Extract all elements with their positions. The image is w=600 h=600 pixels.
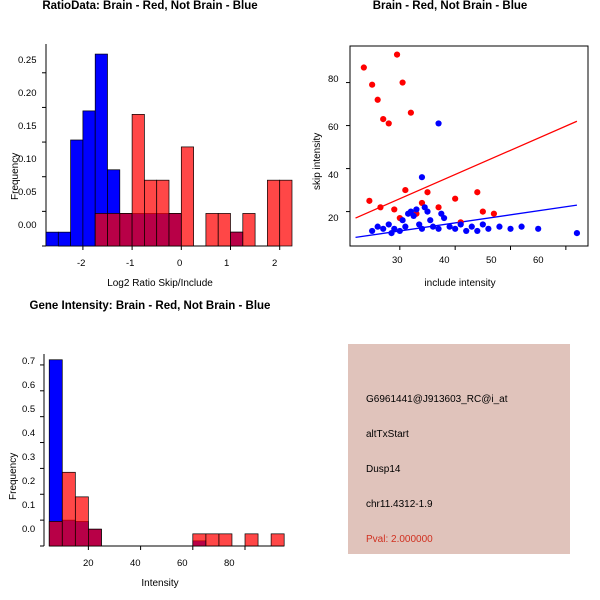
panel2-ytick-1: 40 — [328, 170, 339, 181]
panel2-data-point — [469, 224, 475, 230]
panel2-data-point — [375, 224, 381, 230]
panel2-data-point — [491, 211, 497, 217]
panel2-xtick-3: 60 — [533, 255, 544, 266]
probe-id-text: G6961441@J913603_RC@i_at — [366, 394, 508, 405]
panel3-bar — [88, 529, 101, 546]
panel2-data-point — [402, 187, 408, 193]
panel2-data-point — [402, 224, 408, 230]
panel-gene-intensity-histogram — [0, 300, 300, 600]
panel1-bar — [280, 180, 292, 246]
panel-probe-info — [300, 300, 600, 600]
panel3-ytick-1: 0.1 — [22, 500, 36, 511]
panel2-ytick-2: 60 — [328, 122, 339, 133]
panel1-xtick-0: -2 — [77, 258, 86, 269]
panel1-ylabel: Frequency — [10, 152, 21, 200]
panel2-data-point — [391, 226, 397, 232]
panel1-ytick-4: 0.20 — [18, 88, 37, 99]
panel2-ylabel: skip intensity — [312, 132, 323, 190]
panel1-xtick-1: -1 — [126, 258, 135, 269]
panel2-data-point — [411, 213, 417, 219]
panel1-ytick-3: 0.15 — [18, 121, 37, 132]
panel1-xlabel: Log2 Ratio Skip/Include — [107, 278, 213, 289]
panel3-ytick-5: 0.5 — [22, 404, 36, 415]
panel2-data-point — [375, 97, 381, 103]
panel2-data-point — [377, 204, 383, 210]
panel3-xtick-1: 40 — [130, 558, 141, 569]
panel2-data-point — [458, 221, 464, 227]
panel2-xtick-0: 30 — [392, 255, 403, 266]
panel2-data-point — [452, 196, 458, 202]
panel3-bar — [219, 534, 232, 546]
panel1-bar — [169, 213, 181, 246]
panel1-title: RatioData: Brain - Red, Not Brain - Blue — [42, 0, 258, 12]
probe-info-box — [348, 344, 570, 554]
panel2-plot — [300, 0, 600, 300]
panel2-data-point — [507, 226, 513, 232]
panel2-ytick-0: 20 — [328, 213, 339, 224]
panel2-data-point — [380, 116, 386, 122]
panel2-plot-frame — [350, 46, 588, 246]
panel2-data-point — [419, 174, 425, 180]
panel1-xtick-4: 2 — [272, 258, 278, 269]
panel3-xtick-3: 80 — [224, 558, 235, 569]
panel3-ytick-3: 0.3 — [22, 452, 36, 463]
panel1-bar — [243, 213, 255, 246]
panel2-data-point — [408, 110, 414, 116]
panel1-bar — [120, 213, 132, 246]
panel3-xtick-2: 60 — [177, 558, 188, 569]
panel3-bar — [193, 534, 206, 546]
panel2-data-point — [474, 189, 480, 195]
panel2-data-point — [386, 120, 392, 126]
panel2-data-point — [424, 189, 430, 195]
panel1-xtick-3: 1 — [224, 258, 230, 269]
panel2-data-point — [419, 226, 425, 232]
panel1-ytick-2: 0.10 — [18, 154, 37, 165]
panel1-bar — [218, 213, 230, 246]
panel1-bar — [144, 180, 156, 246]
panel2-data-point — [574, 230, 580, 236]
panel2-data-point — [452, 226, 458, 232]
panel3-bar — [49, 521, 62, 546]
panel2-data-point — [369, 228, 375, 234]
panel2-ytick-3: 80 — [328, 74, 339, 85]
panel3-bar — [49, 360, 62, 546]
panel2-data-point — [424, 208, 430, 214]
panel1-bar — [267, 180, 279, 246]
panel1-bar — [95, 213, 107, 246]
panel2-data-point — [480, 221, 486, 227]
panel3-ylabel: Frequency — [8, 452, 19, 500]
panel2-data-point — [391, 206, 397, 212]
event-type-text: altTxStart — [366, 429, 409, 440]
panel2-data-point — [535, 226, 541, 232]
panel2-data-point — [441, 215, 447, 221]
panel2-xtick-1: 40 — [439, 255, 450, 266]
panel3-title: Gene Intensity: Brain - Red, Not Brain - Blue — [29, 300, 271, 312]
panel2-data-point — [386, 221, 392, 227]
panel2-data-point — [397, 228, 403, 234]
panel2-xtick-2: 50 — [486, 255, 497, 266]
panel1-bar — [58, 232, 70, 246]
panel2-data-point — [474, 228, 480, 234]
panel3-plot — [0, 300, 300, 600]
panel2-data-point — [447, 224, 453, 230]
panel3-ytick-4: 0.4 — [22, 428, 36, 439]
panel2-data-point — [380, 226, 386, 232]
panel-intensity-scatter — [300, 0, 600, 300]
panel2-xlabel: include intensity — [424, 278, 496, 289]
panel3-bar — [271, 534, 284, 546]
panel1-bar — [181, 147, 193, 246]
panel1-bar — [46, 232, 58, 246]
panel2-data-point — [366, 198, 372, 204]
panel1-bar — [231, 232, 243, 246]
panel3-ytick-7: 0.7 — [22, 356, 36, 367]
panel2-data-point — [413, 206, 419, 212]
panel1-bar — [206, 213, 218, 246]
panel2-data-point — [361, 64, 367, 70]
panel1-xtick-2: 0 — [177, 258, 183, 269]
panel1-ytick-1: 0.05 — [18, 187, 37, 198]
panel3-bar — [62, 472, 75, 546]
panel2-data-point — [399, 217, 405, 223]
panel2-fit-line — [356, 121, 577, 218]
panel2-data-point — [430, 224, 436, 230]
panel3-bar — [245, 534, 258, 546]
panel1-bar — [83, 111, 95, 246]
panel1-ytick-0: 0.00 — [18, 220, 37, 231]
panel1-bar — [108, 213, 120, 246]
panel1-ytick-5: 0.25 — [18, 55, 37, 66]
panel1-bar — [157, 180, 169, 246]
panel1-plot — [0, 0, 300, 300]
panel2-data-point — [399, 79, 405, 85]
panel2-data-point — [435, 226, 441, 232]
panel1-bar — [132, 114, 144, 246]
locus-text: chr11.4312-1.9 — [366, 499, 433, 510]
panel3-xlabel: Intensity — [141, 578, 179, 589]
panel2-data-point — [518, 224, 524, 230]
panel2-title: Brain - Red, Not Brain - Blue — [372, 0, 528, 12]
panel3-ytick-6: 0.6 — [22, 380, 36, 391]
gene-name-text: Dusp14 — [366, 464, 401, 475]
panel3-ytick-0: 0.0 — [22, 524, 36, 535]
panel2-data-point — [369, 82, 375, 88]
panel2-data-point — [463, 228, 469, 234]
panel2-data-point — [496, 224, 502, 230]
panel2-data-point — [435, 120, 441, 126]
panel3-bar — [206, 534, 219, 546]
panel3-ytick-2: 0.2 — [22, 476, 36, 487]
pval-text: Pval: 2.000000 — [366, 534, 433, 545]
panel1-bar — [71, 140, 83, 246]
panel-ratio-histogram — [0, 0, 300, 300]
panel3-bar — [75, 497, 88, 546]
panel2-data-point — [427, 217, 433, 223]
panel2-data-point — [480, 208, 486, 214]
panel3-xtick-0: 20 — [83, 558, 94, 569]
panel2-data-point — [435, 204, 441, 210]
panel2-data-point — [394, 52, 400, 58]
panel2-data-point — [485, 226, 491, 232]
